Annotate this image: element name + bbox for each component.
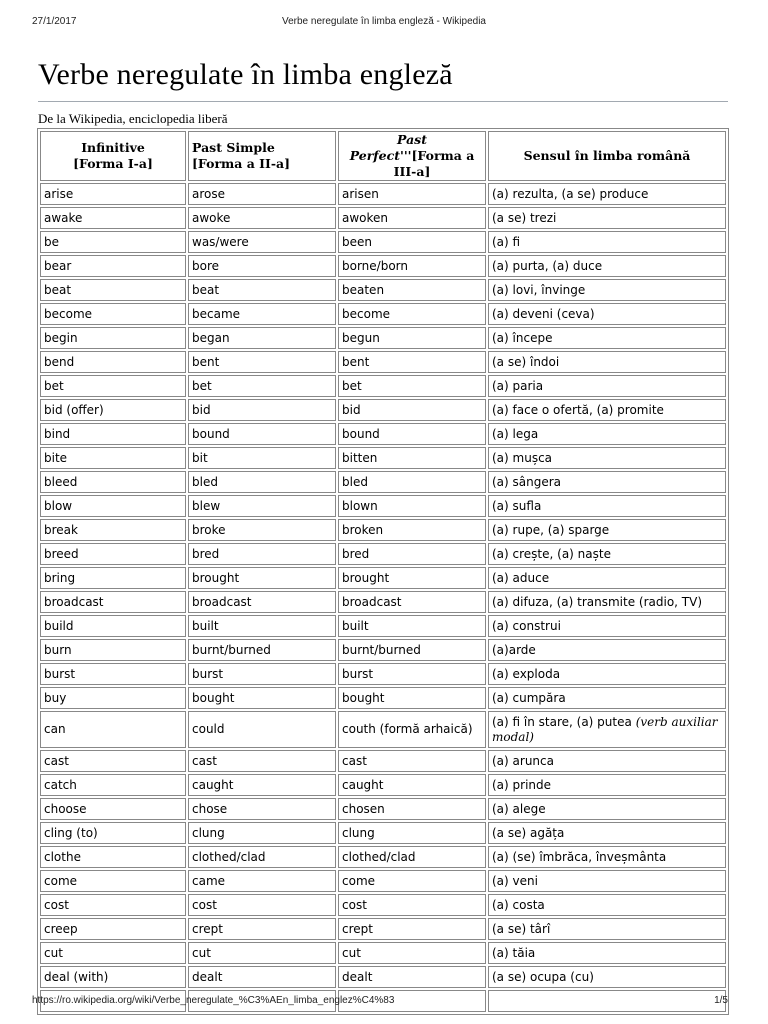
cell-infinitive: can xyxy=(40,711,186,748)
cell-past-simple: cast xyxy=(188,750,336,772)
cell-past-perfect: cast xyxy=(338,750,486,772)
cell-infinitive: bear xyxy=(40,255,186,277)
verbs-table-container xyxy=(37,128,729,1015)
table-row xyxy=(40,447,726,469)
table-body xyxy=(40,183,726,1012)
cell-meaning: (a se) trezi xyxy=(488,207,726,229)
table-row xyxy=(40,327,726,349)
cell-past-simple: arose xyxy=(188,183,336,205)
table-row xyxy=(40,663,726,685)
cell-past-simple: came xyxy=(188,870,336,892)
cell-past-simple: bled xyxy=(188,471,336,493)
cell-meaning: (a) construi xyxy=(488,615,726,637)
cell-meaning: (a) paria xyxy=(488,375,726,397)
table-row xyxy=(40,303,726,325)
table-row xyxy=(40,207,726,229)
header-infinitive-line1: Infinitive xyxy=(81,140,145,155)
cell-infinitive: breed xyxy=(40,543,186,565)
cell-infinitive: catch xyxy=(40,774,186,796)
cell-infinitive: creep xyxy=(40,918,186,940)
cell-past-perfect: clothed/clad xyxy=(338,846,486,868)
table-row xyxy=(40,495,726,517)
cell-infinitive: cast xyxy=(40,750,186,772)
cell-past-perfect: bid xyxy=(338,399,486,421)
cell-past-perfect: bought xyxy=(338,687,486,709)
cell-meaning: (a) exploda xyxy=(488,663,726,685)
print-header xyxy=(32,16,736,30)
cell-past-perfect: couth (formă arhaică) xyxy=(338,711,486,748)
table-row xyxy=(40,750,726,772)
cell-meaning: (a se) ocupa (cu) xyxy=(488,966,726,988)
cell-meaning: (a)arde xyxy=(488,639,726,661)
cell-meaning: (a) purta, (a) duce xyxy=(488,255,726,277)
header-meaning: Sensul în limba română xyxy=(488,131,726,181)
cell-meaning: (a) arunca xyxy=(488,750,726,772)
cell-past-perfect: awoken xyxy=(338,207,486,229)
table-row xyxy=(40,279,726,301)
table-row xyxy=(40,798,726,820)
cell-infinitive: blow xyxy=(40,495,186,517)
cell-past-perfect: come xyxy=(338,870,486,892)
cell-meaning: (a) începe xyxy=(488,327,726,349)
cell-past-simple: bet xyxy=(188,375,336,397)
cell-past-perfect: bled xyxy=(338,471,486,493)
cell-past-simple: cost xyxy=(188,894,336,916)
cell-meaning: (a) crește, (a) naște xyxy=(488,543,726,565)
cell-past-perfect: bitten xyxy=(338,447,486,469)
table-row xyxy=(40,870,726,892)
cell-past-perfect: built xyxy=(338,615,486,637)
cell-meaning xyxy=(488,711,726,748)
cell-meaning: (a) lovi, învinge xyxy=(488,279,726,301)
cell-meaning: (a) fi xyxy=(488,231,726,253)
cell-past-simple: began xyxy=(188,327,336,349)
cell-past-simple: bound xyxy=(188,423,336,445)
cell-infinitive: bid (offer) xyxy=(40,399,186,421)
cell-past-perfect: cost xyxy=(338,894,486,916)
table-row xyxy=(40,471,726,493)
cell-infinitive: bind xyxy=(40,423,186,445)
cell-infinitive: deal (with) xyxy=(40,966,186,988)
cell-past-simple: caught xyxy=(188,774,336,796)
table-row xyxy=(40,351,726,373)
print-page-number: 1/5 xyxy=(714,995,728,1006)
cell-meaning: (a) rezulta, (a se) produce xyxy=(488,183,726,205)
header-past-line1: Past Simple xyxy=(192,140,275,155)
cell-infinitive: burn xyxy=(40,639,186,661)
cell-past-perfect: broken xyxy=(338,519,486,541)
cell-past-simple: became xyxy=(188,303,336,325)
cell-past-perfect: arisen xyxy=(338,183,486,205)
cell-past-perfect: been xyxy=(338,231,486,253)
cell-meaning: (a se) agăța xyxy=(488,822,726,844)
cell-infinitive: become xyxy=(40,303,186,325)
cell-infinitive: broadcast xyxy=(40,591,186,613)
table-row xyxy=(40,423,726,445)
cell-past-simple: bought xyxy=(188,687,336,709)
cell-meaning: (a) alege xyxy=(488,798,726,820)
table-row xyxy=(40,711,726,748)
cell-past-simple: brought xyxy=(188,567,336,589)
cell-past-simple: built xyxy=(188,615,336,637)
cell-past-simple: beat xyxy=(188,279,336,301)
cell-meaning: (a) costa xyxy=(488,894,726,916)
cell-past-perfect: burst xyxy=(338,663,486,685)
cell-past-simple: bent xyxy=(188,351,336,373)
cell-infinitive: bring xyxy=(40,567,186,589)
cell-infinitive: bleed xyxy=(40,471,186,493)
cell-past-perfect: dealt xyxy=(338,966,486,988)
cell-meaning: (a) prinde xyxy=(488,774,726,796)
cell-past-perfect: burnt/burned xyxy=(338,639,486,661)
cell-past-simple: broadcast xyxy=(188,591,336,613)
table-row xyxy=(40,687,726,709)
cell-past-simple: broke xyxy=(188,519,336,541)
article-subtitle: De la Wikipedia, enciclopedia liberă xyxy=(38,111,228,126)
cell-past-perfect: crept xyxy=(338,918,486,940)
cell-past-perfect: begun xyxy=(338,327,486,349)
cell-meaning: (a) deveni (ceva) xyxy=(488,303,726,325)
cell-past-simple: chose xyxy=(188,798,336,820)
cell-infinitive: come xyxy=(40,870,186,892)
cell-meaning: (a) face o ofertă, (a) promite xyxy=(488,399,726,421)
table-row xyxy=(40,918,726,940)
cell-infinitive: cost xyxy=(40,894,186,916)
cell-infinitive: arise xyxy=(40,183,186,205)
cell-past-simple: was/were xyxy=(188,231,336,253)
cell-meaning: (a) sângera xyxy=(488,471,726,493)
cell-meaning: (a) lega xyxy=(488,423,726,445)
cell-infinitive: clothe xyxy=(40,846,186,868)
cell-past-perfect: borne/born xyxy=(338,255,486,277)
cell-past-simple: clothed/clad xyxy=(188,846,336,868)
cell-past-simple: burst xyxy=(188,663,336,685)
table-row xyxy=(40,894,726,916)
table-row xyxy=(40,591,726,613)
cell-infinitive: burst xyxy=(40,663,186,685)
cell-past-perfect: bred xyxy=(338,543,486,565)
table-row xyxy=(40,846,726,868)
title-divider xyxy=(38,101,728,102)
table-row xyxy=(40,519,726,541)
cell-past-simple: clung xyxy=(188,822,336,844)
header-past-simple xyxy=(188,131,336,181)
cell-past-simple: bore xyxy=(188,255,336,277)
table-row xyxy=(40,399,726,421)
meaning-text: (a) fi în stare, (a) putea xyxy=(492,714,632,729)
header-past-perfect xyxy=(338,131,486,181)
cell-past-simple: bid xyxy=(188,399,336,421)
cell-meaning: (a) tăia xyxy=(488,942,726,964)
header-pp-rest: [Forma a III-a] xyxy=(393,148,475,179)
cell-infinitive: bet xyxy=(40,375,186,397)
print-footer xyxy=(32,995,736,1009)
cell-past-simple: burnt/burned xyxy=(188,639,336,661)
cell-past-perfect: broadcast xyxy=(338,591,486,613)
cell-past-simple: crept xyxy=(188,918,336,940)
cell-meaning: (a) rupe, (a) sparge xyxy=(488,519,726,541)
cell-infinitive: bite xyxy=(40,447,186,469)
irregular-verbs-table xyxy=(37,128,729,1015)
cell-past-perfect: beaten xyxy=(338,279,486,301)
table-row xyxy=(40,942,726,964)
table-header-row xyxy=(40,131,726,181)
cell-meaning: (a) cumpăra xyxy=(488,687,726,709)
table-row xyxy=(40,615,726,637)
cell-infinitive: be xyxy=(40,231,186,253)
table-row xyxy=(40,231,726,253)
cell-past-perfect: blown xyxy=(338,495,486,517)
cell-past-perfect: brought xyxy=(338,567,486,589)
cell-past-simple: bred xyxy=(188,543,336,565)
cell-meaning: (a se) târî xyxy=(488,918,726,940)
cell-infinitive: bend xyxy=(40,351,186,373)
cell-past-simple: cut xyxy=(188,942,336,964)
table-row xyxy=(40,774,726,796)
cell-infinitive: choose xyxy=(40,798,186,820)
header-pp-emphasis: Past Perfect''' xyxy=(349,132,427,163)
cell-meaning: (a) sufla xyxy=(488,495,726,517)
cell-past-perfect: bound xyxy=(338,423,486,445)
print-page-title: Verbe neregulate în limba engleză - Wikipedia xyxy=(281,16,486,27)
header-infinitive-line2: [Forma I-a] xyxy=(73,156,153,171)
cell-past-perfect: bent xyxy=(338,351,486,373)
cell-past-perfect: caught xyxy=(338,774,486,796)
cell-infinitive: cling (to) xyxy=(40,822,186,844)
cell-past-simple: dealt xyxy=(188,966,336,988)
table-row xyxy=(40,183,726,205)
table-row xyxy=(40,822,726,844)
table-row xyxy=(40,375,726,397)
cell-infinitive: awake xyxy=(40,207,186,229)
cell-meaning: (a) mușca xyxy=(488,447,726,469)
article-title: Verbe neregulate în limba engleză xyxy=(38,58,453,91)
header-past-line2: [Forma a II-a] xyxy=(192,156,291,171)
cell-infinitive: build xyxy=(40,615,186,637)
cell-past-simple: could xyxy=(188,711,336,748)
cell-meaning: (a) difuza, (a) transmite (radio, TV) xyxy=(488,591,726,613)
cell-infinitive: buy xyxy=(40,687,186,709)
print-url: https://ro.wikipedia.org/wiki/Verbe_neregulate_%C3%AEn_limba_englez%C4%83 xyxy=(32,995,395,1006)
cell-past-simple: awoke xyxy=(188,207,336,229)
cell-past-perfect: clung xyxy=(338,822,486,844)
meaning-note: (verb auxiliar modal) xyxy=(492,714,718,744)
cell-meaning: (a) (se) îmbrăca, înveșmânta xyxy=(488,846,726,868)
header-infinitive xyxy=(40,131,186,181)
cell-meaning: (a) aduce xyxy=(488,567,726,589)
cell-meaning: (a) veni xyxy=(488,870,726,892)
cell-past-perfect: chosen xyxy=(338,798,486,820)
cell-past-perfect: bet xyxy=(338,375,486,397)
cell-infinitive: cut xyxy=(40,942,186,964)
print-date: 27/1/2017 xyxy=(32,16,77,27)
cell-infinitive: break xyxy=(40,519,186,541)
table-row xyxy=(40,966,726,988)
cell-past-perfect: cut xyxy=(338,942,486,964)
cell-infinitive: beat xyxy=(40,279,186,301)
cell-meaning: (a se) îndoi xyxy=(488,351,726,373)
cell-past-simple: blew xyxy=(188,495,336,517)
table-row xyxy=(40,567,726,589)
table-row xyxy=(40,255,726,277)
cell-past-simple: bit xyxy=(188,447,336,469)
cell-past-perfect: become xyxy=(338,303,486,325)
table-row xyxy=(40,639,726,661)
cell-infinitive: begin xyxy=(40,327,186,349)
table-row xyxy=(40,543,726,565)
